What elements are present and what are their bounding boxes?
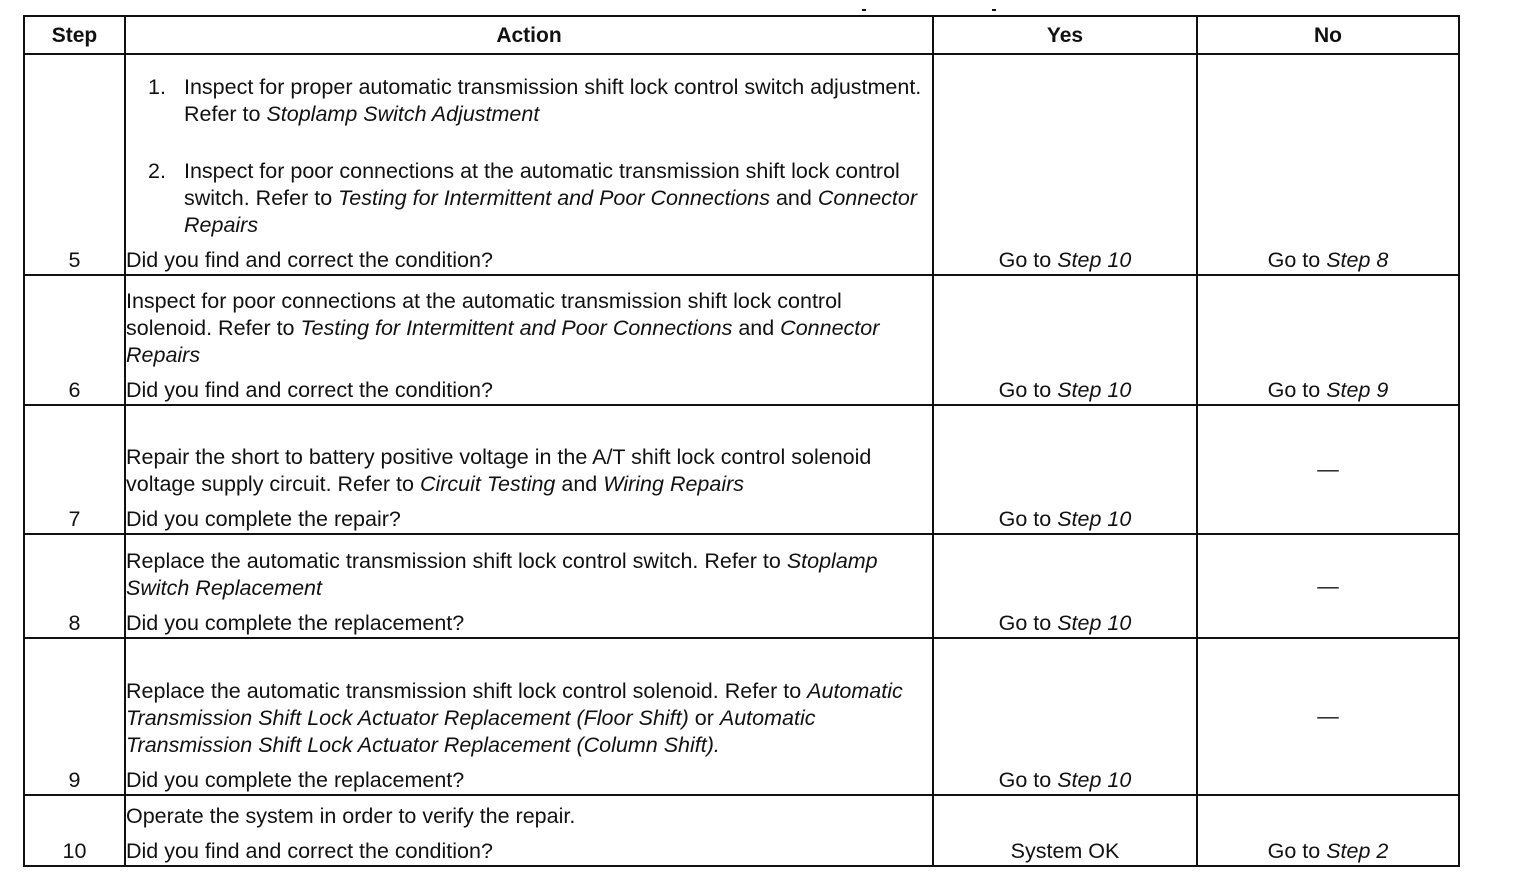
step-number: 9 bbox=[24, 638, 125, 795]
action-text bbox=[126, 444, 932, 498]
action-text bbox=[126, 288, 932, 369]
step-link[interactable]: Step 9 bbox=[1326, 378, 1389, 402]
goto-text: Go to bbox=[1267, 378, 1327, 402]
question-text: Did you find and correct the condition? bbox=[126, 248, 493, 272]
list-number: 1. bbox=[148, 75, 166, 99]
step-link[interactable]: Step 2 bbox=[1326, 839, 1389, 863]
item-text: Replace the automatic transmission shift lock control solenoid. Refer to bbox=[126, 679, 808, 703]
step-number: 5 bbox=[24, 54, 125, 275]
step-link[interactable]: Step 8 bbox=[1326, 248, 1389, 272]
no-cell bbox=[1197, 54, 1459, 275]
action-cell bbox=[125, 275, 933, 405]
question-text: Did you find and correct the condition? bbox=[126, 839, 493, 863]
step-row bbox=[24, 795, 1459, 866]
goto-text: Go to bbox=[1267, 248, 1327, 272]
empty-dash: — bbox=[1317, 457, 1339, 481]
action-cell bbox=[125, 638, 933, 795]
step-link[interactable]: Step 10 bbox=[1057, 611, 1132, 635]
step-row bbox=[24, 534, 1459, 638]
action-cell bbox=[125, 795, 933, 866]
reference-link[interactable]: Stoplamp Switch Adjustment bbox=[266, 102, 540, 126]
yes-cell bbox=[933, 638, 1197, 795]
item-text: Inspect for poor connections at the automatic transmission shift lock control switch. Refer to bbox=[184, 159, 900, 210]
step-row bbox=[24, 638, 1459, 795]
reference-link[interactable]: Automatic Transmission Shift Lock Actuator Replacement (Column Shift). bbox=[126, 706, 816, 757]
list-number: 2. bbox=[148, 159, 166, 183]
item-text: Inspect for poor connections at the automatic transmission shift lock control solenoid. Refer to bbox=[126, 289, 842, 340]
step-number: 10 bbox=[24, 795, 125, 866]
goto-text: Go to bbox=[1267, 839, 1327, 863]
header-action: Action bbox=[125, 16, 933, 54]
no-cell bbox=[1197, 275, 1459, 405]
question-text: Did you complete the replacement? bbox=[126, 611, 465, 635]
diagnostic-table bbox=[23, 15, 1460, 867]
connector-text: and bbox=[732, 316, 781, 340]
result-text: System OK bbox=[1010, 839, 1120, 863]
step-number: 6 bbox=[24, 275, 125, 405]
header-no: No bbox=[1197, 16, 1459, 54]
item-text: Replace the automatic transmission shift lock control switch. Refer to bbox=[126, 549, 787, 573]
step-link[interactable]: Step 10 bbox=[1057, 768, 1132, 792]
question-text: Did you complete the repair? bbox=[126, 507, 401, 531]
reference-link[interactable]: Connector Repairs bbox=[184, 186, 918, 237]
list-item bbox=[126, 74, 932, 128]
empty-dash: — bbox=[1317, 704, 1339, 728]
no-cell bbox=[1197, 638, 1459, 795]
yes-cell bbox=[933, 275, 1197, 405]
header-yes: Yes bbox=[933, 16, 1197, 54]
question-text: Did you complete the replacement? bbox=[126, 768, 465, 792]
step-link[interactable]: Step 10 bbox=[1057, 507, 1132, 531]
step-link[interactable]: Step 10 bbox=[1057, 378, 1132, 402]
step-row bbox=[24, 54, 1459, 275]
action-cell bbox=[125, 534, 933, 638]
step-row bbox=[24, 405, 1459, 534]
reference-link[interactable]: Testing for Intermittent and Poor Connections bbox=[300, 316, 733, 340]
reference-link[interactable]: Connector Repairs bbox=[126, 316, 880, 367]
action-text: Operate the system in order to verify the repair. bbox=[126, 804, 576, 828]
action-cell bbox=[125, 405, 933, 534]
yes-cell bbox=[933, 405, 1197, 534]
header-step: Step bbox=[24, 16, 125, 54]
spacer bbox=[126, 128, 932, 158]
reference-link[interactable]: Stoplamp Switch Replacement bbox=[126, 549, 878, 600]
no-cell bbox=[1197, 795, 1459, 866]
reference-link[interactable]: Testing for Intermittent and Poor Connections bbox=[338, 186, 770, 210]
goto-text: Go to bbox=[998, 248, 1058, 272]
goto-text: Go to bbox=[998, 768, 1058, 792]
list-item bbox=[126, 158, 932, 239]
item-text: Repair the short to battery positive voltage in the A/T shift lock control solenoid voltage supply circuit. Refer to bbox=[126, 445, 872, 496]
reference-link[interactable]: Automatic Transmission Shift Lock Actuator Replacement (Floor Shift) bbox=[126, 679, 903, 730]
yes-cell bbox=[933, 795, 1197, 866]
yes-cell bbox=[933, 54, 1197, 275]
empty-dash: — bbox=[1317, 573, 1339, 598]
scan-artifact bbox=[862, 9, 866, 11]
goto-text: Go to bbox=[998, 611, 1058, 635]
no-cell bbox=[1197, 405, 1459, 534]
goto-text: Go to bbox=[998, 507, 1058, 531]
scan-artifact bbox=[992, 9, 996, 11]
item-text: Inspect for proper automatic transmission shift lock control switch adjustment. Refer to bbox=[184, 75, 922, 126]
action-text bbox=[126, 678, 932, 759]
connector-text: and bbox=[555, 472, 604, 496]
question-text: Did you find and correct the condition? bbox=[126, 378, 493, 402]
header-row bbox=[24, 16, 1459, 54]
connector-text: or bbox=[688, 706, 720, 730]
action-list bbox=[126, 74, 932, 239]
reference-link[interactable]: Wiring Repairs bbox=[603, 472, 745, 496]
step-number: 8 bbox=[24, 534, 125, 638]
yes-cell bbox=[933, 534, 1197, 638]
goto-text: Go to bbox=[998, 378, 1058, 402]
action-text bbox=[126, 548, 932, 602]
step-number: 7 bbox=[24, 405, 125, 534]
action-cell bbox=[125, 54, 933, 275]
no-cell bbox=[1197, 534, 1459, 638]
step-row bbox=[24, 275, 1459, 405]
connector-text: and bbox=[769, 186, 818, 210]
reference-link[interactable]: Circuit Testing bbox=[419, 472, 556, 496]
step-link[interactable]: Step 10 bbox=[1057, 248, 1132, 272]
